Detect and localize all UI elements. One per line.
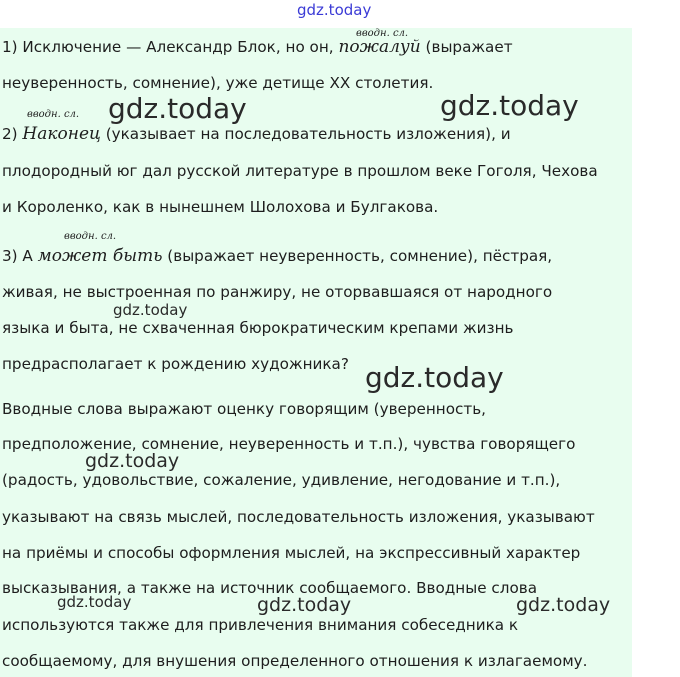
item-2-prefix: 2) [2, 125, 23, 143]
item-1-suffix: (выражает [420, 38, 513, 56]
item-3-line-3: языка и быта, не схваченная бюрократическим крепами жизнь [2, 319, 514, 337]
paragraph-line-3: (радость, удовольствие, сожаление, удивление, негодование и т.п.), [2, 471, 561, 489]
item-3-intro-word: может быть [37, 246, 163, 266]
intro-word-note-1: вводн. сл. [356, 28, 409, 39]
paragraph-line-7: используются также для привлечения внимания собеседника к [2, 616, 519, 634]
item-3-line-4: предрасполагает к рождению художника? [2, 355, 349, 373]
paragraph-line-4: указывают на связь мыслей, последовательность изложения, указывают [2, 508, 595, 526]
paragraph-line-2: предположение, сомнение, неуверенность и т.п.), чувства говорящего [2, 435, 576, 453]
paragraph-line-1: Вводные слова выражают оценку говорящим (уверенность, [2, 400, 486, 418]
watermark: gdz.today [516, 594, 611, 616]
item-2-line-2: плодородный юг дал русской литературе в прошлом веке Гоголя, Чехова [2, 162, 598, 180]
watermark: gdz.today [108, 92, 247, 125]
watermark-top: gdz.today [297, 1, 372, 19]
item-3-suffix: (выражает неуверенность, сомнение), пёстрая, [162, 247, 553, 265]
watermark: gdz.today [257, 594, 352, 616]
paragraph-line-8: сообщаемому, для внушения определенного отношения к излагаемому. [2, 652, 588, 670]
item-3-line-2: живая, не выстроенная по ранжиру, не оторвавшаяся от народного [2, 283, 553, 301]
intro-word-note-2: вводн. сл. [27, 109, 80, 120]
paragraph-line-5: на приёмы и способы оформления мыслей, на экспрессивный характер [2, 544, 581, 562]
item-1-intro-word: пожалуй [338, 37, 421, 57]
watermark: gdz.today [365, 361, 504, 394]
item-2-suffix: (указывает на последовательность изложения), и [100, 125, 511, 143]
item-2-line-3: и Короленко, как в нынешнем Шолохова и Булгакова. [2, 198, 439, 216]
paragraph-line-6: высказывания, а также на источник сообщаемого. Вводные слова [2, 579, 537, 597]
intro-word-note-3: вводн. сл. [64, 231, 117, 242]
watermark: gdz.today [440, 89, 579, 122]
item-2-first-line [2, 124, 511, 144]
item-1-first-line [2, 37, 513, 57]
item-3-prefix: 3) А [2, 247, 38, 265]
item-1-line-2: неуверенность, сомнение), уже детище XX столетия. [2, 74, 434, 92]
item-1-prefix: 1) Исключение — Александр Блок, но он, [2, 38, 339, 56]
watermark: gdz.today [113, 301, 188, 319]
watermark: gdz.today [85, 450, 180, 472]
item-3-first-line [2, 246, 552, 266]
watermark: gdz.today [57, 593, 132, 611]
item-2-intro-word: Наконец [22, 124, 101, 144]
